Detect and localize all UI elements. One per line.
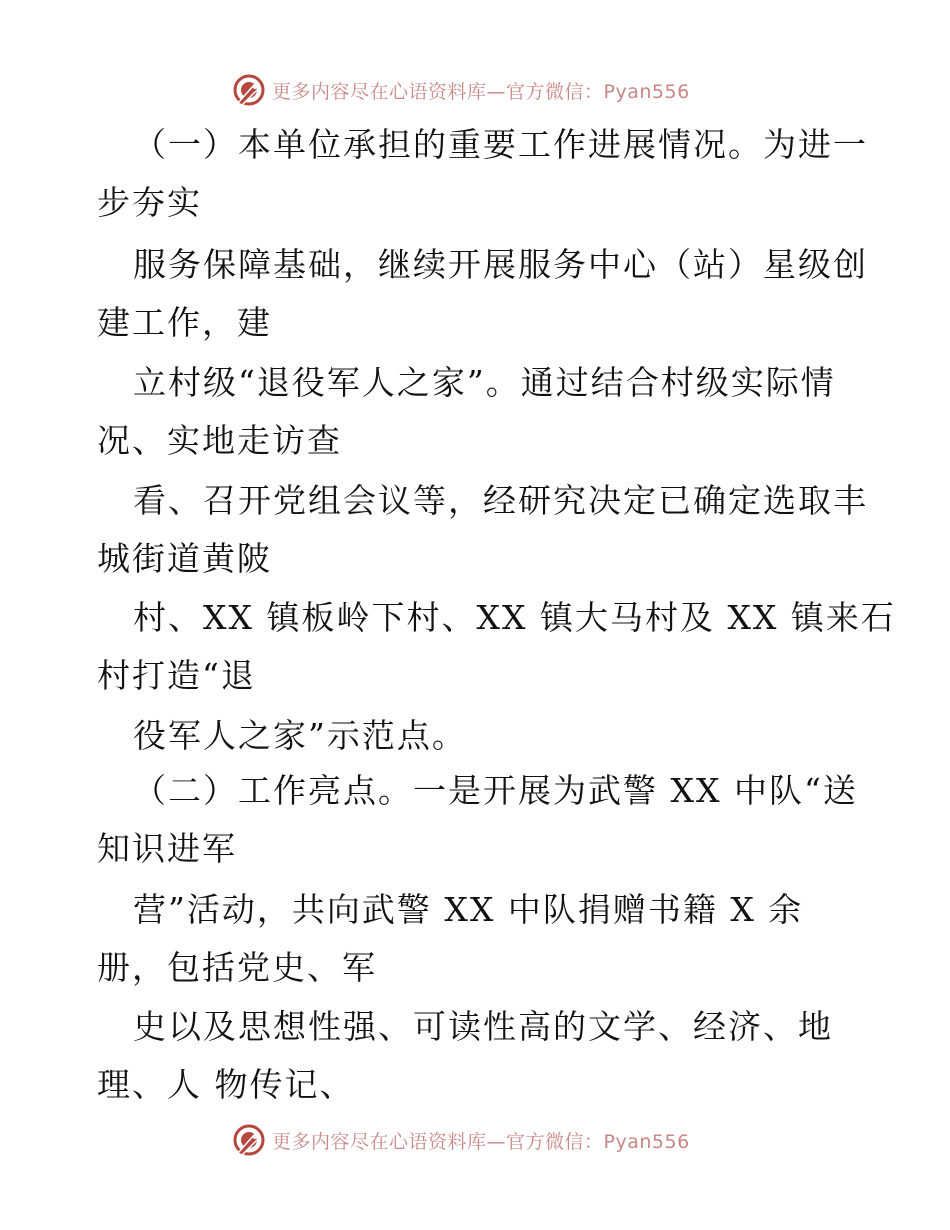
paragraph-line: （一）本单位承担的重要工作进展情况。为进一 — [133, 125, 868, 164]
pen-logo-icon — [232, 1123, 266, 1157]
bottom-watermark-banner — [232, 1120, 690, 1160]
paragraph-line: 看、召开党组会议等，经研究决定已确定选取丰 — [133, 481, 868, 520]
paragraph-line: 况、实地走访查 — [97, 421, 342, 460]
paragraph-line: 村、XX 镇板岭下村、XX 镇大马村及 XX 镇来石 — [133, 598, 896, 637]
paragraph-line: 立村级“退役军人之家”。通过结合村级实际情 — [133, 363, 836, 402]
paragraph-line: 营”活动，共向武警 XX 中队捐赠书籍 X 余 — [133, 890, 804, 929]
paragraph-line: 役军人之家”示范点。 — [133, 716, 467, 755]
top-watermark-text: 更多内容尽在心语资料库—官方微信：Pyan556 — [272, 80, 690, 103]
paragraph-line: 建工作，建 — [97, 303, 272, 342]
paragraph-line: 步夯实 — [97, 183, 202, 222]
paragraph-line: 知识进军 — [97, 829, 237, 868]
paragraph-line: 史以及思想性强、可读性高的文学、经济、地 — [133, 1007, 833, 1046]
paragraph-line: 村打造“退 — [97, 656, 256, 695]
paragraph-line: 城街道黄陂 — [97, 539, 272, 578]
paragraph-line: （二）工作亮点。一是开展为武警 XX 中队“送 — [133, 771, 858, 810]
paragraph-line: 理、人 物传记、 — [97, 1065, 355, 1104]
paragraph-line: 册，包括党史、军 — [97, 948, 377, 987]
bottom-watermark-text: 更多内容尽在心语资料库—官方微信：Pyan556 — [272, 1130, 690, 1153]
paragraph-line: 服务保障基础，继续开展服务中心（站）星级创 — [133, 245, 868, 284]
